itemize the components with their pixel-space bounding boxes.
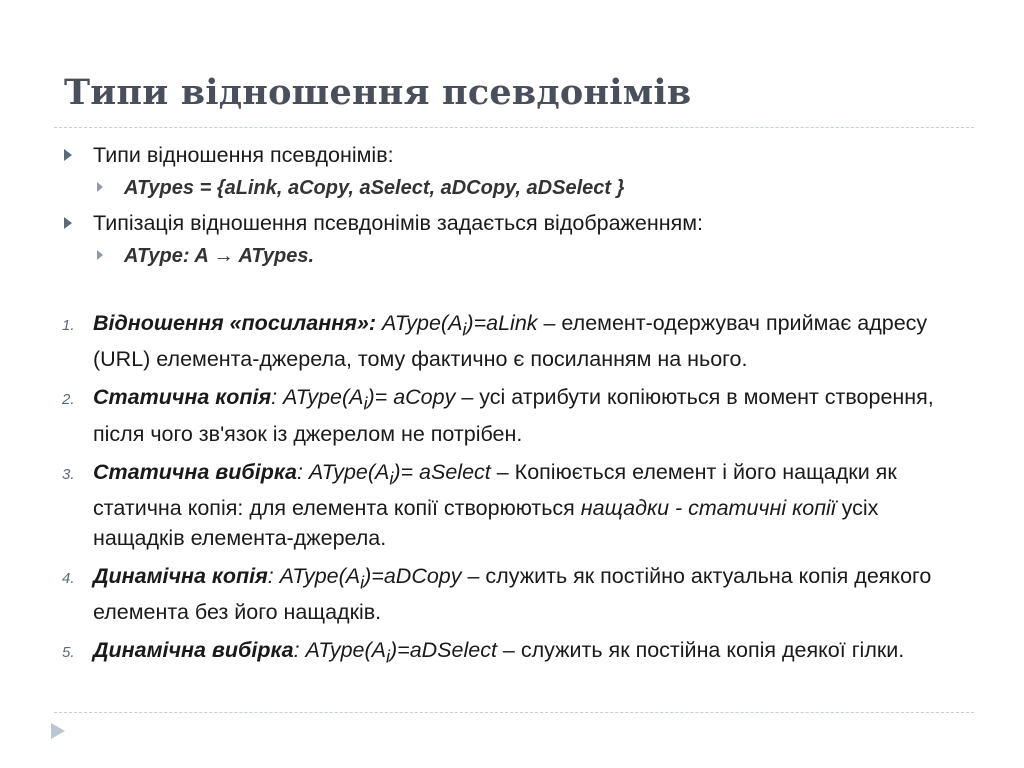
- item-formula-pre: : AType(A: [271, 385, 364, 410]
- item-formula-pre: AType(A: [376, 311, 463, 335]
- item-number: 4.: [62, 569, 75, 587]
- item-formula-post: )= aSelect: [393, 459, 491, 484]
- item-text-tail: усіх нащадків елемента-джерела.: [93, 495, 879, 550]
- item-lead: Динамічна копія: [93, 563, 268, 588]
- title-divider: [54, 127, 974, 128]
- triangle-right-icon: [64, 217, 72, 229]
- bullet-item: [60, 140, 980, 170]
- item-formula-sub: i: [360, 572, 365, 593]
- item-formula-sub: i: [462, 319, 467, 340]
- slide-nav-triangle-icon: [50, 722, 66, 740]
- bullet-text: Типізація відношення псевдонімів задається відображенням:: [93, 211, 704, 235]
- item-number: 3.: [62, 465, 75, 483]
- bullet-list: [60, 140, 980, 276]
- item-text: – елемент-одержувач приймає адресу (URL) елемента-джерела, тому фактично є посиланням на нього.: [93, 311, 928, 372]
- item-lead: Статична копія: [93, 385, 272, 410]
- sub-bullet-item: [60, 174, 980, 202]
- bullet-text: Типи відношення псевдонімів:: [93, 143, 394, 167]
- triangle-right-icon: [97, 250, 103, 260]
- item-number: 1.: [62, 317, 75, 334]
- item-lead: Відношення «посилання»:: [93, 311, 376, 335]
- sub-bullet-text: ATypes = {aLink, aCopy, aSelect, aDCopy, aDSelect }: [124, 177, 625, 199]
- item-formula-pre: : AType(A: [267, 563, 361, 588]
- numbered-list: [60, 308, 970, 679]
- item-formula-post: )=aDSelect: [389, 638, 497, 663]
- item-lead: Статична вибірка: [93, 459, 297, 484]
- numbered-item: [60, 308, 970, 374]
- triangle-right-icon: [97, 182, 103, 192]
- item-formula-sub: i: [389, 467, 394, 488]
- slide-title: Типи відношення псевдонімів: [64, 72, 692, 113]
- item-number: 5.: [62, 644, 75, 662]
- bullet-item: [60, 208, 980, 238]
- item-formula-sub: i: [386, 646, 390, 667]
- item-text: – усі атрибути копіюються в момент створення, після чого зв'язок із джерелом не потрібен.: [93, 385, 934, 446]
- numbered-item: [60, 561, 970, 627]
- item-lead: Динамічна вибірка: [93, 638, 294, 663]
- item-formula-post: )=aDCopy: [364, 563, 462, 588]
- footer-divider: [54, 712, 974, 713]
- numbered-item: [60, 382, 970, 448]
- numbered-item: [60, 457, 970, 553]
- item-formula-post: )=aLink: [466, 311, 538, 335]
- numbered-item: [60, 635, 970, 671]
- item-italic-text: нащадки - статичні копії: [580, 495, 836, 520]
- item-text: – служить як постійно актуальна копія деякого елемента без його нащадків.: [93, 563, 932, 625]
- sub-bullet-item: [60, 242, 980, 270]
- triangle-right-icon: [64, 149, 72, 161]
- item-formula-pre: : AType(A: [293, 638, 386, 663]
- sub-bullet-text: AType: A → ATypes.: [124, 245, 315, 267]
- item-number: 2.: [62, 391, 75, 409]
- item-formula-post: )= aCopy: [367, 385, 456, 410]
- item-formula-sub: i: [363, 393, 368, 414]
- item-text: – Копіюється елемент і його нащадки як статична копія: для елемента копії створюються: [93, 459, 897, 520]
- item-formula-pre: : AType(A: [296, 459, 390, 484]
- item-text: – служить як постійна копія деякої гілки.: [496, 638, 905, 663]
